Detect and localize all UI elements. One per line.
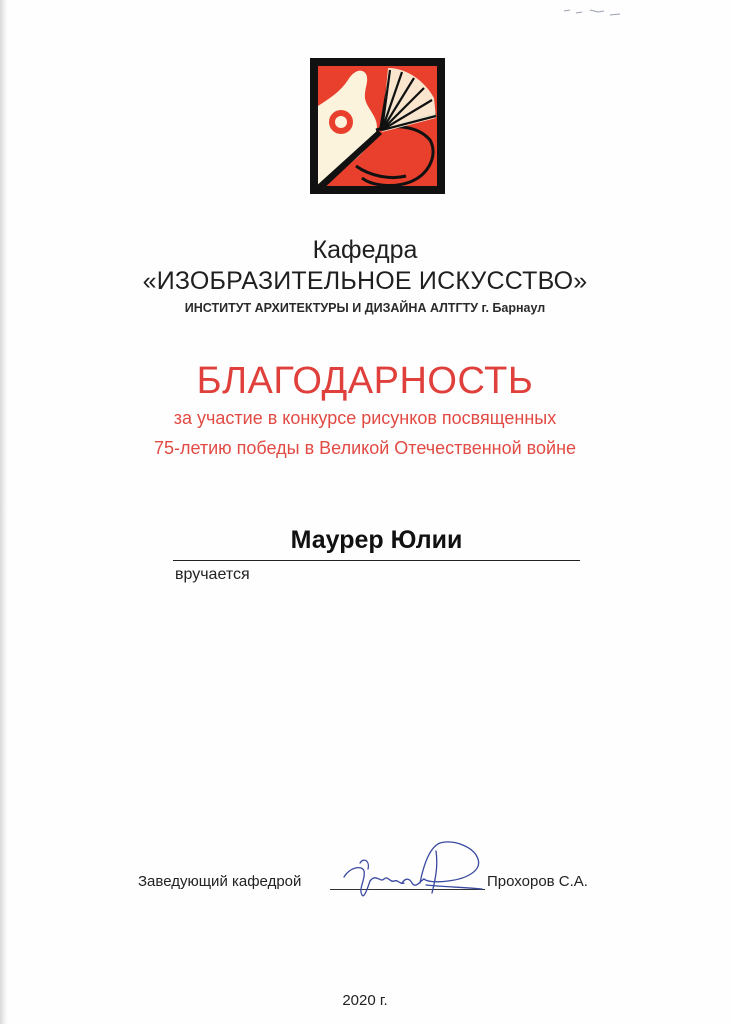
certificate-reason-line-2: 75-летию победы в Великой Отечественной войне — [153, 438, 577, 458]
certificate-year: 2020 г. — [342, 992, 388, 1009]
signature-row — [0, 873, 730, 913]
department-label: Кафедра — [312, 236, 418, 264]
certificate-reason-line-1: за участие в конкурсе рисунков посвященных — [173, 408, 557, 428]
recipient-underline — [173, 560, 580, 561]
handwritten-signature — [340, 837, 488, 907]
scan-marks — [560, 6, 630, 20]
palette-brush-fan-logo — [310, 58, 445, 194]
recipient-name: Маурер Юлии — [290, 526, 463, 554]
signer-position: Заведующий кафедрой — [138, 873, 302, 890]
scan-edge-shadow — [0, 0, 8, 1024]
department-name: «ИЗОБРАЗИТЕЛЬНОЕ ИСКУССТВО» — [142, 267, 588, 295]
certificate-heading: БЛАГОДАРНОСТЬ — [196, 360, 534, 402]
awarded-label: вручается — [175, 566, 250, 583]
institute-name: ИНСТИТУТ АРХИТЕКТУРЫ И ДИЗАЙНА АЛТГТУ г. Барнаул — [184, 301, 546, 315]
signer-name: Прохоров С.А. — [487, 873, 588, 890]
